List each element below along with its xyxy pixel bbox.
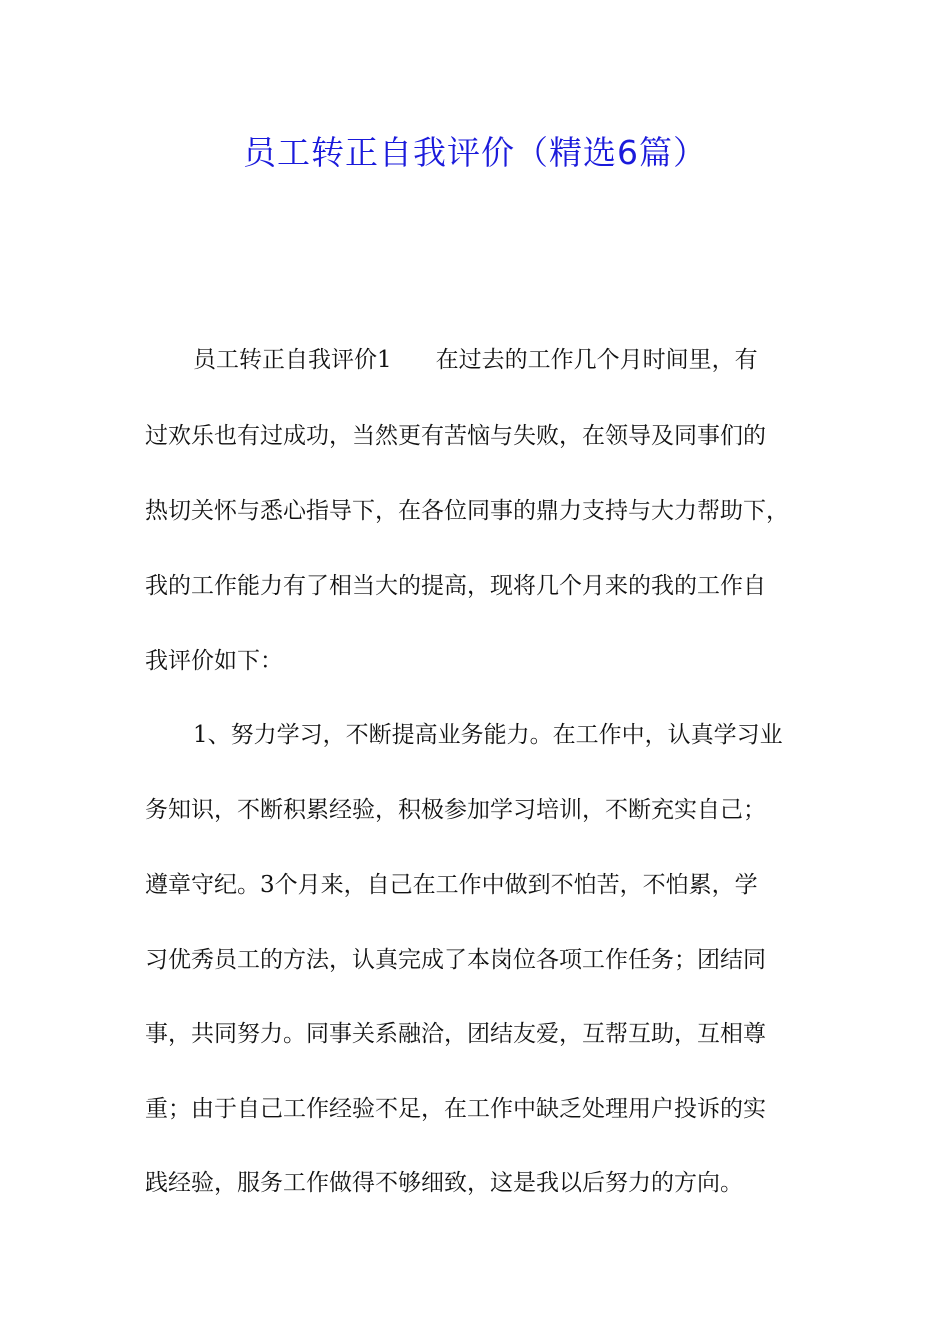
paragraph-text: 在过去的工作几个月时间里，有 (435, 347, 758, 373)
document-title: 员工转正自我评价（精选6篇） (243, 133, 707, 172)
paragraph-line: 我的工作能力有了相当大的提高，现将几个月来的我的工作自 (145, 573, 766, 599)
paragraph-line: 过欢乐也有过成功，当然更有苦恼与失败，在领导及同事们的 (145, 423, 766, 449)
paragraph-line: 我评价如下： (145, 648, 283, 674)
paragraph-line: 遵章守纪。3个月来，自己在工作中做到不怕苦，不怕累，学 (145, 872, 758, 898)
paragraph-line: 习优秀员工的方法，认真完成了本岗位各项工作任务；团结同 (145, 947, 766, 973)
paragraph-line: 热切关怀与悉心指导下，在各位同事的鼎力支持与大力帮助下， (145, 498, 789, 524)
paragraph-line: 事，共同努力。同事关系融洽，团结友爱，互帮互助，互相尊 (145, 1021, 766, 1047)
paragraph-line: 践经验，服务工作做得不够细致，这是我以后努力的方向。 (145, 1170, 743, 1196)
paragraph-line: 务知识，不断积累经验，积极参加学习培训，不断充实自己； (145, 797, 766, 823)
section-heading: 员工转正自我评价1 (193, 347, 392, 373)
paragraph-line: 1、努力学习，不断提高业务能力。在工作中，认真学习业 (193, 722, 783, 748)
paragraph-line (193, 340, 873, 380)
paragraph-line: 重；由于自己工作经验不足，在工作中缺乏处理用户投诉的实 (145, 1096, 766, 1122)
